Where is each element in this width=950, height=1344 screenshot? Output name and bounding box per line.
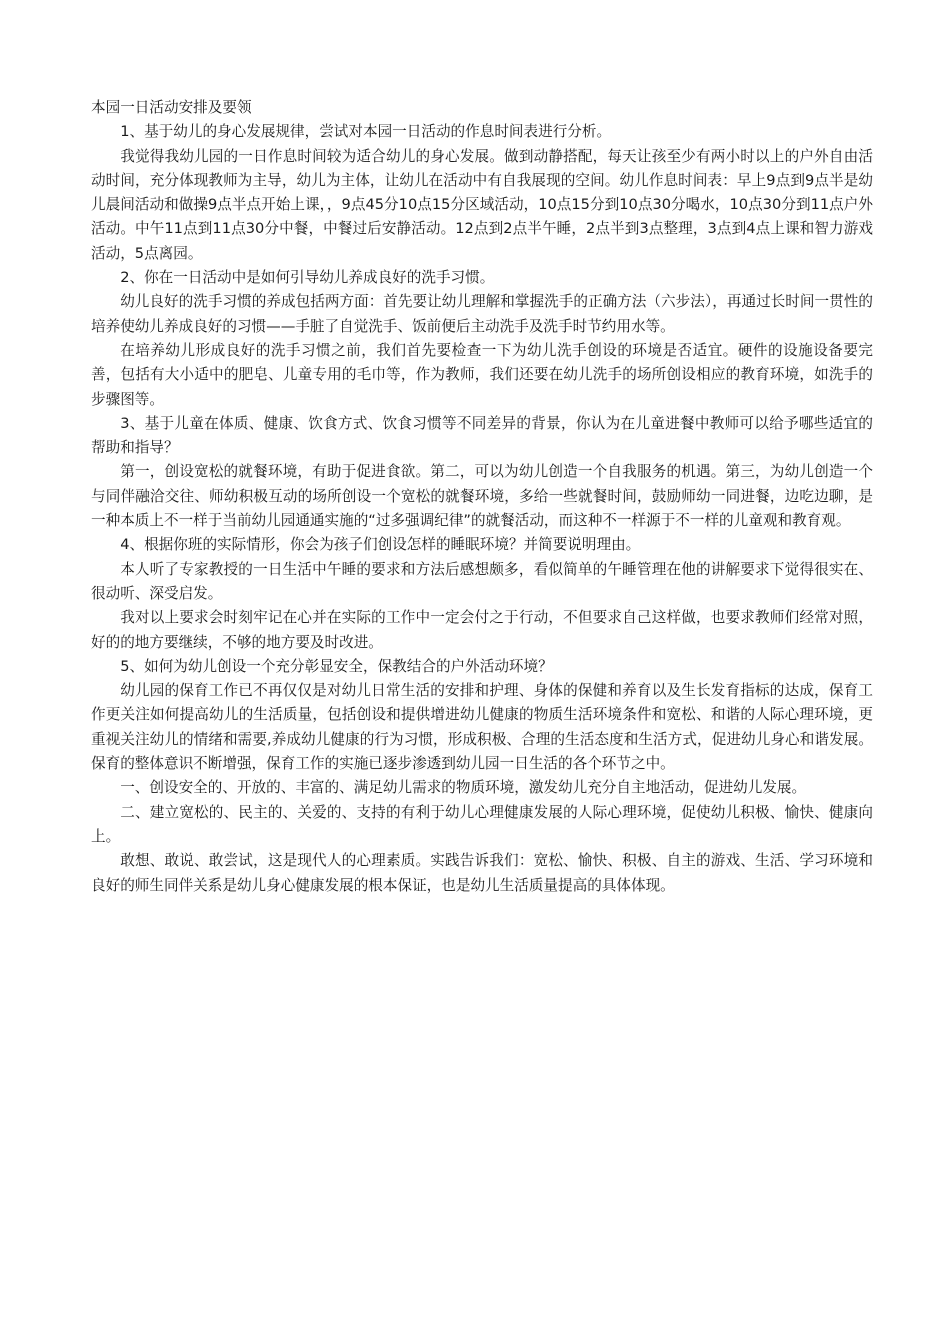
question-4: 4、根据你班的实际情形，你会为孩子们创设怎样的睡眠环境？并简要说明理由。 <box>120 536 641 554</box>
question-5: 5、如何为幼儿创设一个充分彰显安全，保教结合的户外活动环境？ <box>120 657 553 675</box>
answer-4-paragraph-2: 我对以上要求会时刻牢记在心并在实际的工作中一定会付之于行动，不但要求自己这样做，也要求教师们经常对照，好的的地方要继续，不够的地方要及时改进。 <box>91 609 873 651</box>
answer-4-paragraph-1: 本人听了专家教授的一日生活中午睡的要求和方法后感想颇多，看似简单的午睡管理在他的讲解要求下觉得很实在、很动听、深受启发。 <box>91 560 873 602</box>
answer-5-paragraph-1: 幼儿园的保育工作已不再仅仅是对幼儿日常生活的安排和护理、身体的保健和养育以及生长发育指标的达成，保育工作更关注如何提高幼儿的生活质量，包括创设和提供增进幼儿健康的物质生活环境条件和宽松、和谐的人际心理环境，更重视关注幼儿的情绪和需要,养成幼儿健康的行为习惯，形成积极、合理的生活态度和生活方式，促进幼儿身心和谐发展。保育的整体意识不断增强，保育工作的实施已逐步渗透到幼儿园一日生活的各个环节之中。 <box>91 682 873 773</box>
question-3: 3、基于儿童在体质、健康、饮食方式、饮食习惯等不同差异的背景，你认为在儿童进餐中教师可以给予哪些适宜的帮助和指导？ <box>91 414 873 457</box>
document-page <box>91 96 873 898</box>
answer-5-point-1: 一、创设安全的、开放的、丰富的、满足幼儿需求的物质环境，激发幼儿充分自主地活动，促进幼儿发展。 <box>120 779 807 797</box>
answer-5-point-2: 二、建立宽松的、民主的、关爱的、支持的有利于幼儿心理健康发展的人际心理环境，促使幼儿积极、愉快、健康向上。 <box>91 803 873 845</box>
document-title: 本园一日活动安排及要领 <box>91 99 252 116</box>
answer-5-conclusion: 敢想、敢说、敢尝试，这是现代人的心理素质。实践告诉我们：宽松、愉快、积极、自主的游戏、生活、学习环境和良好的师生同伴关系是幼儿身心健康发展的根本保证，也是幼儿生活质量提高的具体体现。 <box>91 852 873 894</box>
answer-1: 我觉得我幼儿园的一日作息时间较为适合幼儿的身心发展。做到动静搭配，每天让孩至少有两小时以上的户外自由活动时间，充分体现教师为主导，幼儿为主体，让幼儿在活动中有自我展现的空间。幼儿作息时间表：早上9点到9点半是幼儿晨间活动和做操9点半点开始上课，，9点45分10点15分区域活动，10点15分到10点30分喝水，10点30分到11点户外活动。中午11点到11点30分中餐，中餐过后安静活动。12点到2点半午睡，2点半到3点整理，3点到4点上课和智力游戏活动，5点离园。 <box>91 147 873 262</box>
question-2: 2、你在一日活动中是如何引导幼儿养成良好的洗手习惯。 <box>120 269 495 287</box>
question-1: 1、基于幼儿的身心发展规律，尝试对本园一日活动的作息时间表进行分析。 <box>120 123 612 141</box>
answer-2-paragraph-1: 幼儿良好的洗手习惯的养成包括两方面：首先要让幼儿理解和掌握洗手的正确方法（六步法），再通过长时间一贯性的培养使幼儿养成良好的习惯——手脏了自觉洗手、饭前便后主动洗手及洗手时节约用水等。 <box>91 293 873 335</box>
answer-2-paragraph-2: 在培养幼儿形成良好的洗手习惯之前，我们首先要检查一下为幼儿洗手创设的环境是否适宜。硬件的设施设备要完善，包括有大小适中的肥皂、儿童专用的毛巾等，作为教师，我们还要在幼儿洗手的场所创设相应的教育环境，如洗手的步骤图等。 <box>91 341 873 408</box>
answer-3: 第一，创设宽松的就餐环境，有助于促进食欲。第二，可以为幼儿创造一个自我服务的机遇。第三，为幼儿创造一个与同伴融洽交往、师幼积极互动的场所创设一个宽松的就餐环境，多给一些就餐时间，鼓励师幼一同进餐，边吃边聊，是一种本质上不一样于当前幼儿园通通实施的“过多强调纪律”的就餐活动，而这种不一样源于不一样的儿童观和教育观。 <box>91 463 873 530</box>
